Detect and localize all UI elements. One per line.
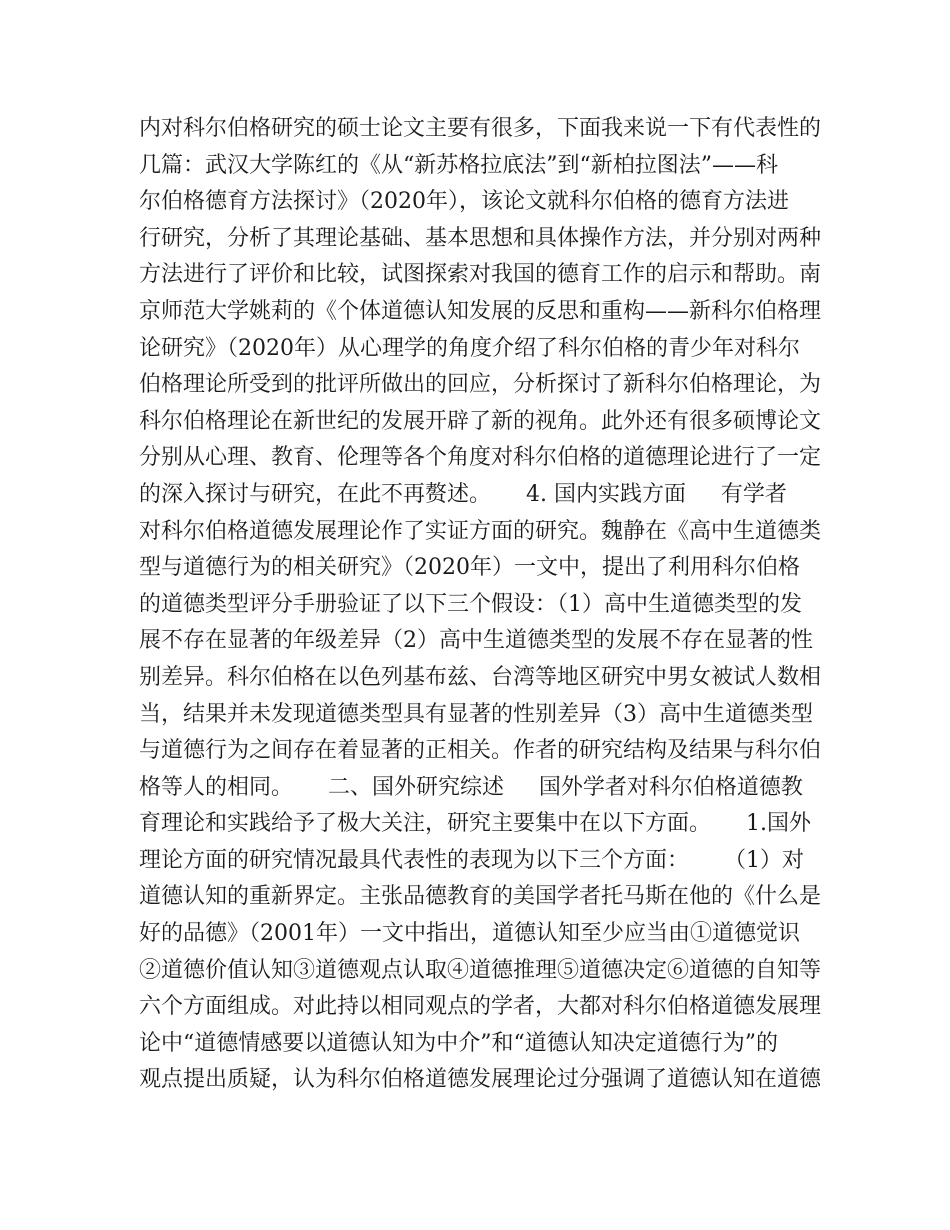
text-line-15: 展不存在显著的年级差异（2）高中生道德类型的发展不存在显著的性 (139, 628, 813, 654)
text-line-18: 与道德行为之间存在着显著的正相关。作者的研究结构及结果与科尔伯 (139, 738, 822, 764)
text-line-19: 格等人的相同。 二、国外研究综述 国外学者对科尔伯格道德教 (139, 774, 803, 800)
text-line-14: 的道德类型评分手册验证了以下三个假设：（1）高中生道德类型的发 (139, 591, 802, 617)
body-text (139, 111, 822, 1099)
text-line-6: 京师范大学姚莉的《个体道德认知发展的反思和重构——新科尔伯格理 (139, 298, 822, 324)
text-line-12: 对科尔伯格道德发展理论作了实证方面的研究。魏静在《高中生道德类 (139, 518, 822, 544)
text-line-1: 内对科尔伯格研究的硕士论文主要有很多，下面我来说一下有代表性的 (139, 116, 822, 141)
text-line-8: 伯格理论所受到的批评所做出的回应，分析探讨了新科尔伯格理论，为 (139, 372, 822, 398)
text-line-24: ②道德价值认知③道德观点认取④道德推理⑤道德决定⑥道德的自知等 (139, 957, 822, 983)
text-line-5: 方法进行了评价和比较，试图探索对我国的德育工作的启示和帮助。南 (139, 262, 822, 288)
text-line-25: 六个方面组成。对此持以相同观点的学者，大都对科尔伯格道德发展理 (139, 994, 822, 1020)
text-line-11: 的深入探讨与研究，在此不再赘述。 4. 国内实践方面 有学者 (139, 481, 787, 507)
text-line-26: 论中“道德情感要以道德认知为中介”和“道德认知决定道德行为”的 (139, 1030, 778, 1056)
text-line-16: 别差异。科尔伯格在以色列基布兹、台湾等地区研究中男女被试人数相 (139, 664, 822, 690)
text-line-7: 论研究》（2020年）从心理学的角度介绍了科尔伯格的青少年对科尔 (139, 335, 800, 361)
text-line-20: 育理论和实践给予了极大关注，研究主要集中在以下方面。 1.国外 (139, 811, 811, 837)
text-line-4: 行研究，分析了其理论基础、基本思想和具体操作方法，并分别对两种 (139, 225, 822, 251)
text-line-23: 好的品德》（2001年）一文中指出，道德认知至少应当由①道德觉识 (139, 921, 800, 947)
text-line-13: 型与道德行为的相关研究》（2020年）一文中，提出了利用科尔伯格 (139, 555, 800, 581)
text-line-3: 尔伯格德育方法探讨》（2020年），该论文就科尔伯格的德育方法进 (139, 189, 789, 215)
text-line-27: 观点提出质疑，认为科尔伯格道德发展理论过分强调了道德认知在道德 (139, 1067, 822, 1093)
text-line-17: 当，结果并未发现道德类型具有显著的性别差异（3）高中生道德类型 (139, 701, 813, 727)
text-line-22: 道德认知的重新界定。主张品德教育的美国学者托马斯在他的《什么是 (139, 884, 822, 910)
text-line-9: 科尔伯格理论在新世纪的发展开辟了新的视角。此外还有很多硕博论文 (139, 408, 822, 434)
text-line-21: 理论方面的研究情况最具代表性的表现为以下三个方面： （1）对 (139, 847, 804, 873)
text-line-10: 分别从心理、教育、伦理等各个角度对科尔伯格的道德理论进行了一定 (139, 445, 822, 471)
text-line-2: 几篇：武汉大学陈红的《从“新苏格拉底法”到“新柏拉图法”——科 (139, 152, 778, 178)
